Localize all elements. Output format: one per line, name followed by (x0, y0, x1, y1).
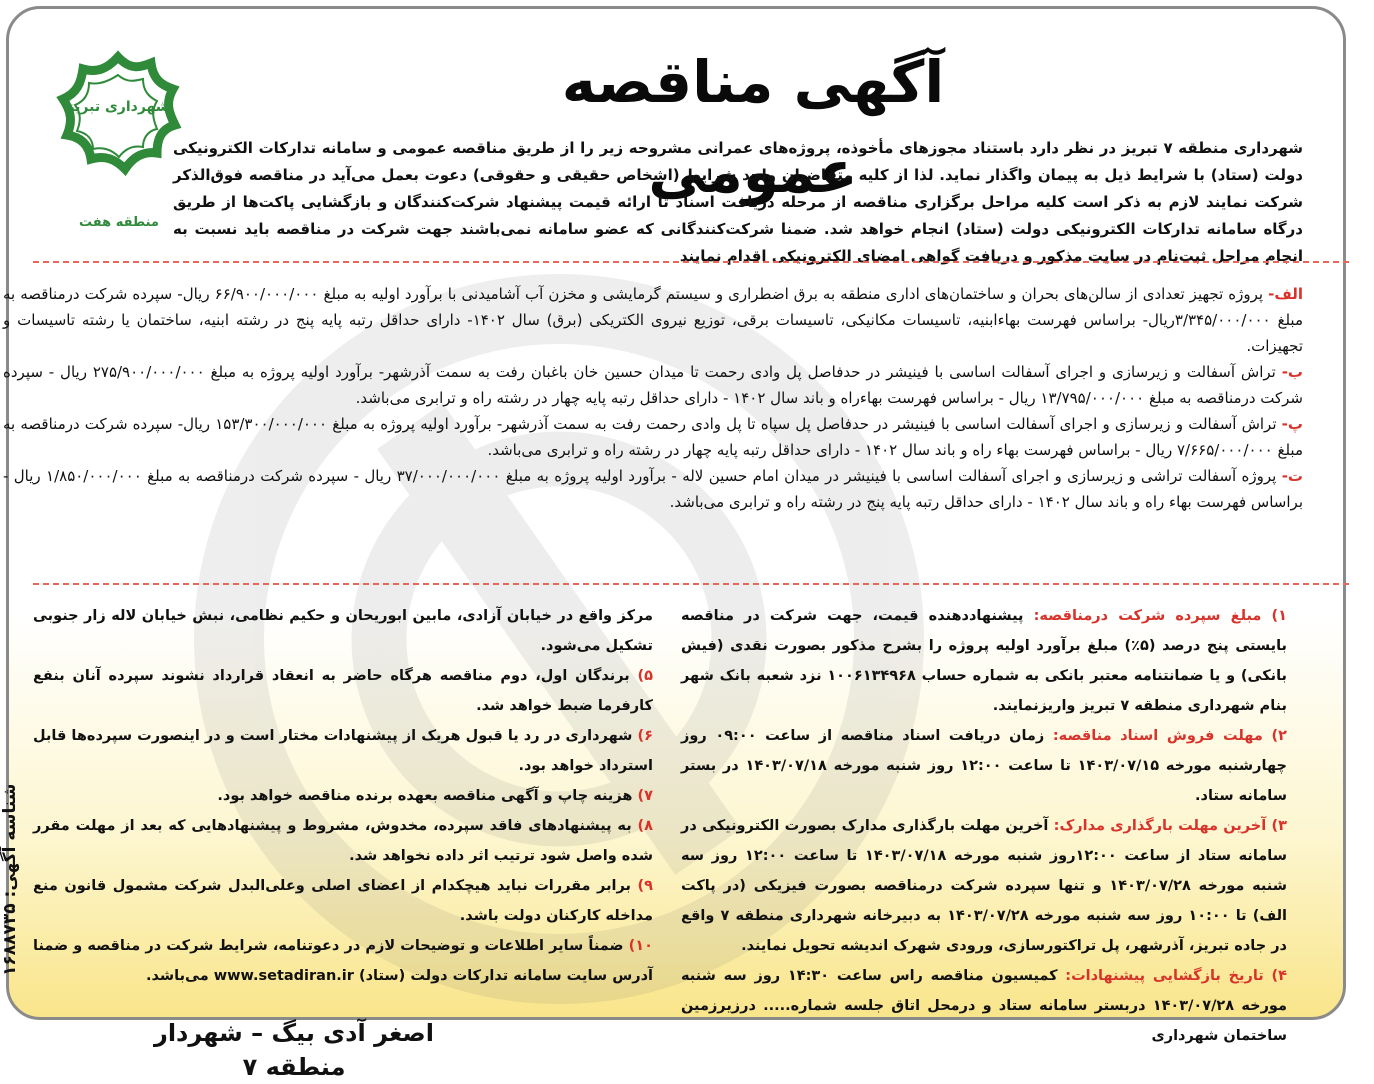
ad-code: شناسه آگهی: ۱۶۸۸۷۳۵ (0, 783, 20, 977)
condition-item: مرکز واقع در خیابان آزادی، مابین ابوریحان و حکیم نظامی، نبش خیابان لاله زار جنوبی تشکیل می‌شود. (33, 608, 653, 654)
project-item (3, 281, 1303, 359)
divider-middle (33, 583, 1349, 585)
ad-frame (3, 6, 1346, 1044)
condition-item: ۳) آخرین مهلت بارگذاری مدارک: آخرین مهلت بارگذاری مدارک بصورت الکترونیکی در سامانه ستاد از ساعت ۱۲:۰۰روز شنبه مورخه ۱۴۰۳/۰۷/۱۸ تا ساعت ۱۲:۰۰ روز سه شنبه مورخه ۱۴۰۳/۰۷/۲۸ و تنها سپرده شرکت درمناقصه بصورت فیزیکی (در پاکت الف) تا ۱۰:۰۰ روز سه شنبه مورخه ۱۴۰۳/۰۷/۲۸ به دبیرخانه شهرداری منطقه ۷ واقع در جاده تبریز، آذرشهر، پل تراکتورسازی، ورودی شهرک اندیشه تحویل نمایند. (681, 818, 1288, 954)
condition-item: ۷) هزینه چاپ و آگهی مناقصه بعهده برنده مناقصه خواهد بود. (217, 788, 653, 804)
conditions-left-column (33, 601, 653, 991)
condition-item: ۲) مهلت فروش اسناد مناقصه: زمان دریافت اسناد مناقصه از ساعت ۰۹:۰۰ روز چهارشنبه مورخه ۱۴۰۳/۰۷/۱۵ تا ساعت ۱۲:۰۰ روز شنبه مورخه ۱۴۰۳/۰۷/۱۸ در بستر سامانه ستاد. (681, 728, 1287, 804)
project-label: پ- (1281, 415, 1303, 433)
intro-paragraph: شهرداری منطقه ۷ تبریز در نظر دارد باستناد مجوزهای مأخوذه، پروژه‌های عمرانی مشروحه زیر را از طریق مناقصه عمومی و سامانه تدارکات الکترونیکی دولت (ستاد) با شرایط ذیل به پیمان واگذار نماید. لذا از کلیه متقاضیان واجد شرایط (اشخاص حقیقی و حقوقی) دعوت بعمل می‌آید در مناقصه فوق‌الذکر شرکت نمایند لازم به ذکر است کلیه مراحل برگزاری مناقصه از مرحله دریافت اسناد تا ارائه قیمت پیشنهاد شرکت‌کنندگان و بازگشایی پاکت‌ها از طریق درگاه سامانه تدارکات الکترونیکی دولت (ستاد) انجام خواهد شد. ضمنا شرکت‌کنندگانی که عضو سامانه نمی‌باشند جهت شرکت در مناقصه باید نسبت به انجام مراحل ثبت‌نام در سایت مذکور و دریافت گواهی امضای الکترونیکی اقدام نمایند (173, 139, 1304, 265)
logo-caption: منطقه هفت (79, 215, 159, 230)
project-label: الف- (1268, 285, 1304, 303)
condition-item: ۸) به پیشنهادهای فاقد سپرده، مخدوش، مشروط و پیشنهادهایی که بعد از مهلت مقرر شده واصل شود ترتیب اثر داده نخواهد شد. (33, 818, 653, 864)
signature: اصغر آدی بیگ – شهردار منطقه ۷ (154, 1019, 434, 1081)
project-item (3, 463, 1303, 515)
condition-item: ۶) شهرداری در رد یا قبول هریک از پیشنهادات مختار است و در اینصورت سپرده‌ها قابل استرداد خواهد بود. (33, 728, 653, 774)
project-label: ب- (1281, 363, 1304, 381)
project-item (3, 411, 1303, 463)
divider-top (33, 261, 1349, 263)
municipality-logo (53, 49, 183, 179)
conditions-right-column (681, 601, 1287, 1051)
condition-item: ۵) برندگان اول، دوم مناقصه هرگاه حاضر به انعقاد قرارداد نشوند سپرده آنان بنفع کارفرما ضبط خواهد شد. (33, 668, 653, 714)
project-item (3, 359, 1303, 411)
project-text: تراش آسفالت و زیرسازی و اجرای آسفالت اساسی با فینیشر در حدفاصل پل سپاه تا پل وادی رحمت رفت به سمت آذرشهر- برآورد اولیه پروژه به مبلغ ۱۵۳/۳۰۰/۰۰۰/۰۰۰ ریال- سپرده شرکت درمناقصه به مبلغ ۷/۶۶۵/۰۰۰/۰۰۰ ریال - براساس فهرست بهاء راه و باند سال ۱۴۰۲ - دارای حداقل رتبه پایه چهار در رشته راه و ترابری می‌باشد. (3, 415, 1303, 459)
condition-item: ۱۰) ضمناً سایر اطلاعات و توضیحات لازم در دعوتنامه، شرایط شرکت در مناقصه و ضمنا آدرس سایت سامانه تدارکات دولت (ستاد) www.setadiran.ir می‌باشد. (33, 938, 653, 984)
condition-item: ۹) برابر مقررات نباید هیچکدام از اعضای اصلی وعلی‌البدل شرکت مشمول قانون منع مداخله کارکنان دولت باشد. (33, 878, 653, 924)
condition-item: ۱) مبلغ سپرده شرکت درمناقصه: پیشنهاددهنده قیمت، جهت شرکت در مناقصه بایستی پنج درصد (۵٪) مبلغ برآورد اولیه پروژه را بشرح مذکور بصورت نقدی (فیش بانکی) و یا ضمانتنامه معتبر بانکی به شماره حساب ۱۰۰۶۱۳۴۹۶۸ نزد شعبه بانک شهر بنام شهرداری منطقه ۷ تبریز واریزنمایند. (681, 608, 1287, 714)
logo-text: شهرداری تبریز (66, 99, 170, 115)
condition-item: ۴) تاریخ بازگشایی پیشنهادات: کمیسیون مناقصه راس ساعت ۱۴:۳۰ روز سه شنبه مورخه ۱۴۰۳/۰۷/۲۸ دربستر سامانه ستاد و درمحل اتاق جلسه شماره..... درزیرزمین ساختمان شهرداری (681, 968, 1287, 1044)
project-text: پروژه تجهیز تعدادی از سالن‌های بحران و ساختمان‌های اداری منطقه به برق اضطراری و سیستم گرمایشی و مخزن آب آشامیدنی با برآورد اولیه به مبلغ ۶۶/۹۰۰/۰۰۰/۰۰۰ ریال- سپرده شرکت درمناقصه به مبلغ ۳/۳۴۵/۰۰۰/۰۰۰ریال- براساس فهرست بهاءابنیه، تاسیسات مکانیکی، تاسیسات برقی، توزیع نیروی الکتریکی (برق) سال ۱۴۰۲- دارای حداقل رتبه پایه پنج در رشته ابنیه، ساختمان یا رشته تاسیسات و تجهیزات. (3, 285, 1303, 355)
page-title: آگهی مناقصه عمومی (561, 48, 945, 206)
project-label: ت- (1281, 467, 1303, 485)
project-text: پروژه آسفالت تراشی و زیرسازی و اجرای آسفالت اساسی با فینیشر در میدان امام حسین لاله - برآورد اولیه پروژه به مبلغ ۳۷/۰۰۰/۰۰۰/۰۰۰ ریال - سپرده شرکت درمناقصه به مبلغ ۱/۸۵۰/۰۰۰/۰۰۰ ریال - براساس فهرست بهاء راه و باند سال ۱۴۰۲ - دارای حداقل رتبه پایه پنج در رشته راه و ترابری می‌باشد. (3, 467, 1303, 511)
projects-list (3, 281, 1303, 515)
project-text: تراش آسفالت و زیرسازی و اجرای آسفالت اساسی با فینیشر در حدفاصل پل وادی رحمت تا میدان حسین خان باغبان رفت به سمت آذرشهر- برآورد اولیه پروژه به مبلغ ۲۷۵/۹۰۰/۰۰۰/۰۰۰ ریال - سپرده شرکت درمناقصه به مبلغ ۱۳/۷۹۵/۰۰۰/۰۰۰ ریال - براساس فهرست بهاءراه و باند سال ۱۴۰۲ - دارای حداقل رتبه پایه چهار در رشته راه و ترابری می‌باشد. (3, 363, 1303, 407)
